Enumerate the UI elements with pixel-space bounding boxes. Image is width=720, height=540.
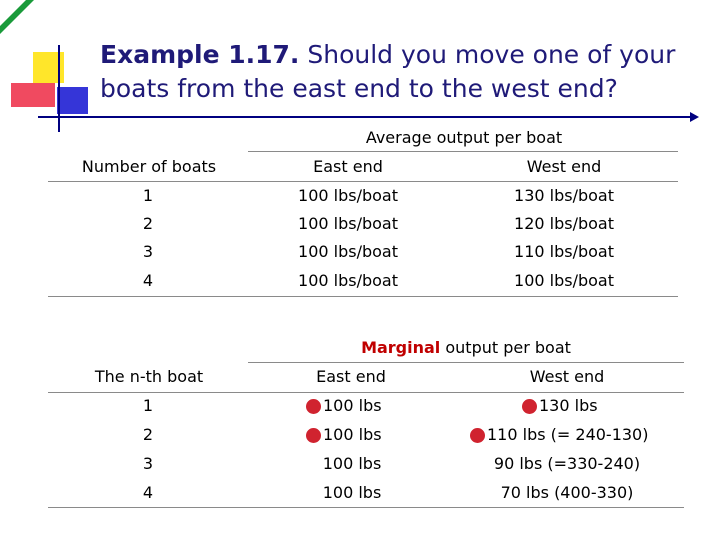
blue-square-decoration <box>57 87 88 114</box>
table2-cell: 110 lbs (= 240-130) <box>487 425 649 444</box>
table1-bottom-rule <box>48 296 678 297</box>
table2-cell: 100 lbs <box>323 396 382 415</box>
table1-cell: 100 lbs/boat <box>298 242 398 261</box>
table1-group-rule <box>248 151 678 152</box>
table2-bottom-rule <box>48 507 684 508</box>
slide-title <box>100 38 710 106</box>
table2-cell: 100 lbs <box>323 425 382 444</box>
table2-highlight: Marginal <box>361 338 441 357</box>
table1-cell: 110 lbs/boat <box>514 242 614 261</box>
table1-cell: 3 <box>142 242 154 261</box>
table1-cell: 120 lbs/boat <box>514 214 614 233</box>
table1-header-rule <box>48 181 678 182</box>
red-square-decoration <box>11 83 55 107</box>
table2-group-header-text: output per boat <box>440 338 571 357</box>
horizontal-line-decoration <box>38 116 692 118</box>
table2-cell: 3 <box>142 454 154 473</box>
table2-col-west: West end <box>529 367 605 386</box>
table2-group-rule <box>248 362 684 363</box>
table2-cell: 100 lbs <box>322 483 382 502</box>
table2-cell: 1 <box>142 396 154 415</box>
title-bold: Example 1.17. <box>100 40 300 69</box>
table1-col-west: West end <box>526 157 602 176</box>
table1-col-number: Number of boats <box>81 157 217 176</box>
table2-col-nth: The n-th boat <box>94 367 204 386</box>
red-dot-marker <box>306 399 321 414</box>
table2-group-header <box>361 338 571 358</box>
table2-col-east: East end <box>316 367 386 386</box>
table1-cell: 4 <box>142 271 154 290</box>
table1-col-east: East end <box>313 157 383 176</box>
table1-cell: 100 lbs/boat <box>514 271 614 290</box>
table2-cell: 130 lbs <box>539 396 598 415</box>
table1-cell: 100 lbs/boat <box>298 186 398 205</box>
vertical-line-decoration <box>58 45 60 132</box>
table1-cell: 1 <box>142 186 154 205</box>
red-dot-marker <box>306 428 321 443</box>
table2-cell: 100 lbs <box>322 454 382 473</box>
red-dot-marker <box>470 428 485 443</box>
table1-cell: 100 lbs/boat <box>298 214 398 233</box>
table2-header-rule <box>48 392 684 393</box>
title-text: Should you move one of your boats from the east end to the west end? <box>100 40 676 103</box>
table2-cell: 90 lbs (=330-240) <box>493 454 641 473</box>
red-dot-marker <box>522 399 537 414</box>
table2-cell: 4 <box>142 483 154 502</box>
corner-triangle-inner <box>0 0 26 26</box>
table1-group-header: Average output per boat <box>365 128 563 147</box>
table2-cell: 70 lbs (400-330) <box>500 483 634 502</box>
table2-cell: 2 <box>142 425 154 444</box>
table1-cell: 100 lbs/boat <box>298 271 398 290</box>
table1-cell: 2 <box>142 214 154 233</box>
arrow-head-icon <box>690 112 699 122</box>
table1-cell: 130 lbs/boat <box>514 186 614 205</box>
